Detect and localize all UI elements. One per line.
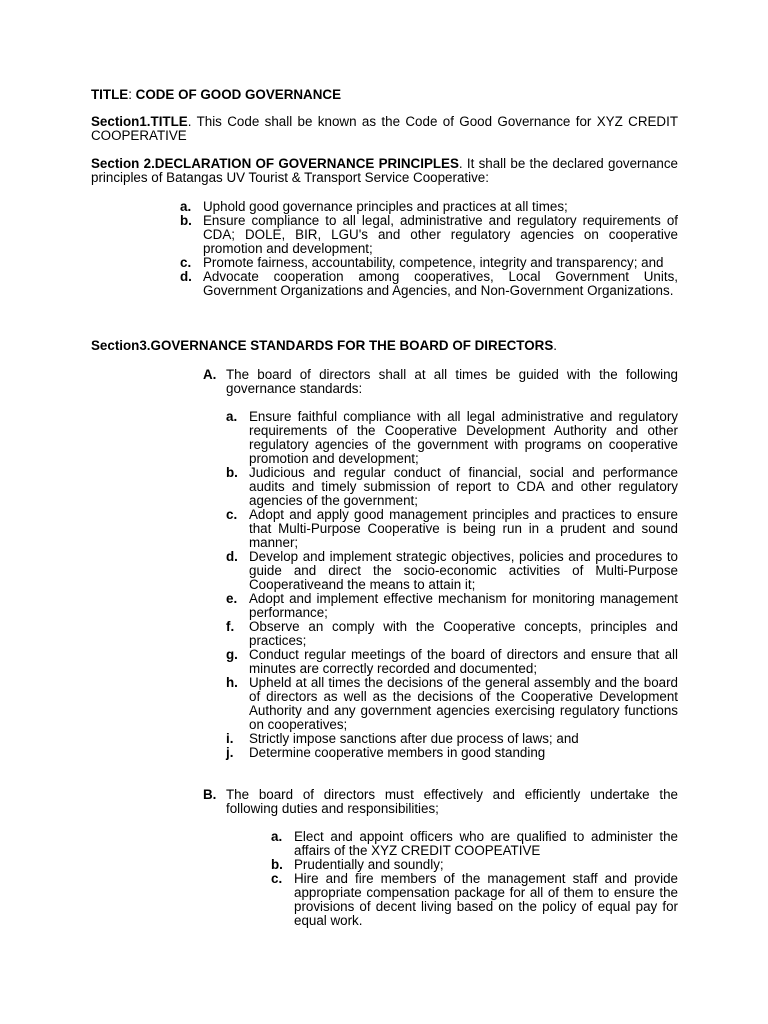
section1-text: . This Code shall be known as the Code of Good Governance for XYZ CREDIT COOPERATIVE — [91, 114, 678, 143]
list-item-text: Adopt and apply good management principles and practices to ensure that Multi-Purpose Cooperative is being run in a prudent and sound manner; — [249, 507, 678, 550]
list-item-text: Promote fairness, accountability, competence, integrity and transparency; and — [203, 255, 664, 270]
list-item-text: Uphold good governance principles and practices at all times; — [203, 199, 568, 214]
section3-part-b — [203, 787, 678, 816]
list-item-text: Judicious and regular conduct of financial, social and performance audits and timely submission of report to CDA and other regulatory agencies of the government; — [249, 465, 678, 508]
list-item-text: Ensure faithful compliance with all legal administrative and regulatory requirements of the Cooperative Development Authority and other regulatory agencies of the government with programs on cooperative promotion and development; — [249, 409, 678, 466]
list-item-text: Develop and implement strategic objectives, policies and procedures to guide and direct the socio-economic activities of Multi-Purpose Cooperativeand the means to attain it; — [249, 549, 678, 592]
list-marker: c. — [226, 507, 238, 522]
title-text: CODE OF GOOD GOVERNANCE — [135, 87, 341, 102]
list-marker: d. — [226, 549, 238, 564]
list-item-text: The board of directors must effectively and efficiently undertake the following duties and responsibilities; — [226, 787, 678, 816]
section2-paragraph — [91, 157, 678, 185]
list-marker: a. — [271, 829, 283, 844]
board-duties-list — [271, 829, 678, 928]
list-item-text: Prudentially and soundly; — [294, 857, 444, 872]
list-marker: f. — [226, 619, 235, 634]
section3-part-a — [203, 367, 678, 396]
list-item-text: Strictly impose sanctions after due process of laws; and — [249, 731, 579, 746]
list-item — [226, 745, 678, 760]
list-item-text: Ensure compliance to all legal, administrative and regulatory requirements of CDA; DOLE, BIR, LGU's and other regulatory agencies on cooperative promotion and development; — [203, 213, 678, 256]
list-marker: e. — [226, 591, 238, 606]
list-item-text: Upheld at all times the decisions of the general assembly and the board of directors as well as the decisions of the Cooperative Development Authority and any government agencies exercising regulatory functions on cooperatives; — [249, 675, 678, 732]
list-item — [271, 857, 678, 872]
list-item-text: Adopt and implement effective mechanism for monitoring management performance; — [249, 591, 678, 620]
governance-standards-list — [226, 409, 678, 760]
list-marker: j. — [226, 745, 234, 760]
list-item — [226, 647, 678, 676]
title-separator: : — [128, 87, 136, 102]
list-marker: b. — [271, 857, 283, 872]
section2-text: . It shall be the declared governance principles of Batangas UV Tourist & Transport Service Cooperative: — [91, 156, 678, 185]
list-item — [226, 507, 678, 550]
list-item — [180, 199, 678, 214]
list-marker: h. — [226, 675, 238, 690]
list-item — [180, 213, 678, 256]
list-marker: A. — [203, 367, 217, 382]
list-item — [203, 367, 678, 396]
list-item — [226, 731, 678, 746]
list-item-text: Elect and appoint officers who are qualified to administer the affairs of the XYZ CREDIT COOPEATIVE — [294, 829, 678, 858]
list-marker: B. — [203, 787, 217, 802]
section3-heading: Section3.GOVERNANCE STANDARDS FOR THE BOARD OF DIRECTORS — [91, 338, 554, 353]
document-title — [91, 88, 341, 102]
section2-principles-list — [180, 199, 678, 298]
list-marker: i. — [226, 731, 234, 746]
list-item-text: Observe an comply with the Cooperative concepts, principles and practices; — [249, 619, 678, 648]
section1-heading: Section1.TITLE — [91, 114, 188, 129]
list-marker: g. — [226, 647, 238, 662]
list-marker: c. — [180, 255, 192, 270]
list-item — [226, 409, 678, 466]
section3-paragraph — [91, 339, 678, 353]
list-item — [180, 255, 678, 270]
section3-text: . — [553, 338, 557, 353]
list-marker: b. — [226, 465, 238, 480]
list-item-text: Hire and fire members of the management staff and provide appropriate compensation package for all of them to ensure the provisions of decent living based on the policy of equal pay for equal work. — [294, 871, 678, 928]
list-item — [226, 465, 678, 508]
list-item — [226, 619, 678, 648]
title-label: TITLE — [91, 87, 129, 102]
list-marker: c. — [271, 871, 283, 886]
list-item — [226, 591, 678, 620]
list-item — [226, 675, 678, 732]
list-marker: a. — [226, 409, 238, 424]
list-item — [271, 829, 678, 858]
list-marker: b. — [180, 213, 192, 228]
section2-heading: Section 2.DECLARATION OF GOVERNANCE PRINCIPLES — [91, 156, 459, 171]
list-item — [226, 549, 678, 592]
list-item-text: The board of directors shall at all times be guided with the following governance standards: — [226, 367, 678, 396]
list-marker: a. — [180, 199, 192, 214]
list-item-text: Conduct regular meetings of the board of directors and ensure that all minutes are correctly recorded and documented; — [249, 647, 678, 676]
list-item — [271, 871, 678, 928]
list-item — [180, 269, 678, 298]
section1-paragraph — [91, 115, 678, 143]
list-marker: d. — [180, 269, 192, 284]
list-item — [203, 787, 678, 816]
list-item-text: Advocate cooperation among cooperatives, Local Government Units, Government Organizations and Agencies, and Non-Government Organizations. — [203, 269, 678, 298]
list-item-text: Determine cooperative members in good standing — [249, 745, 546, 760]
